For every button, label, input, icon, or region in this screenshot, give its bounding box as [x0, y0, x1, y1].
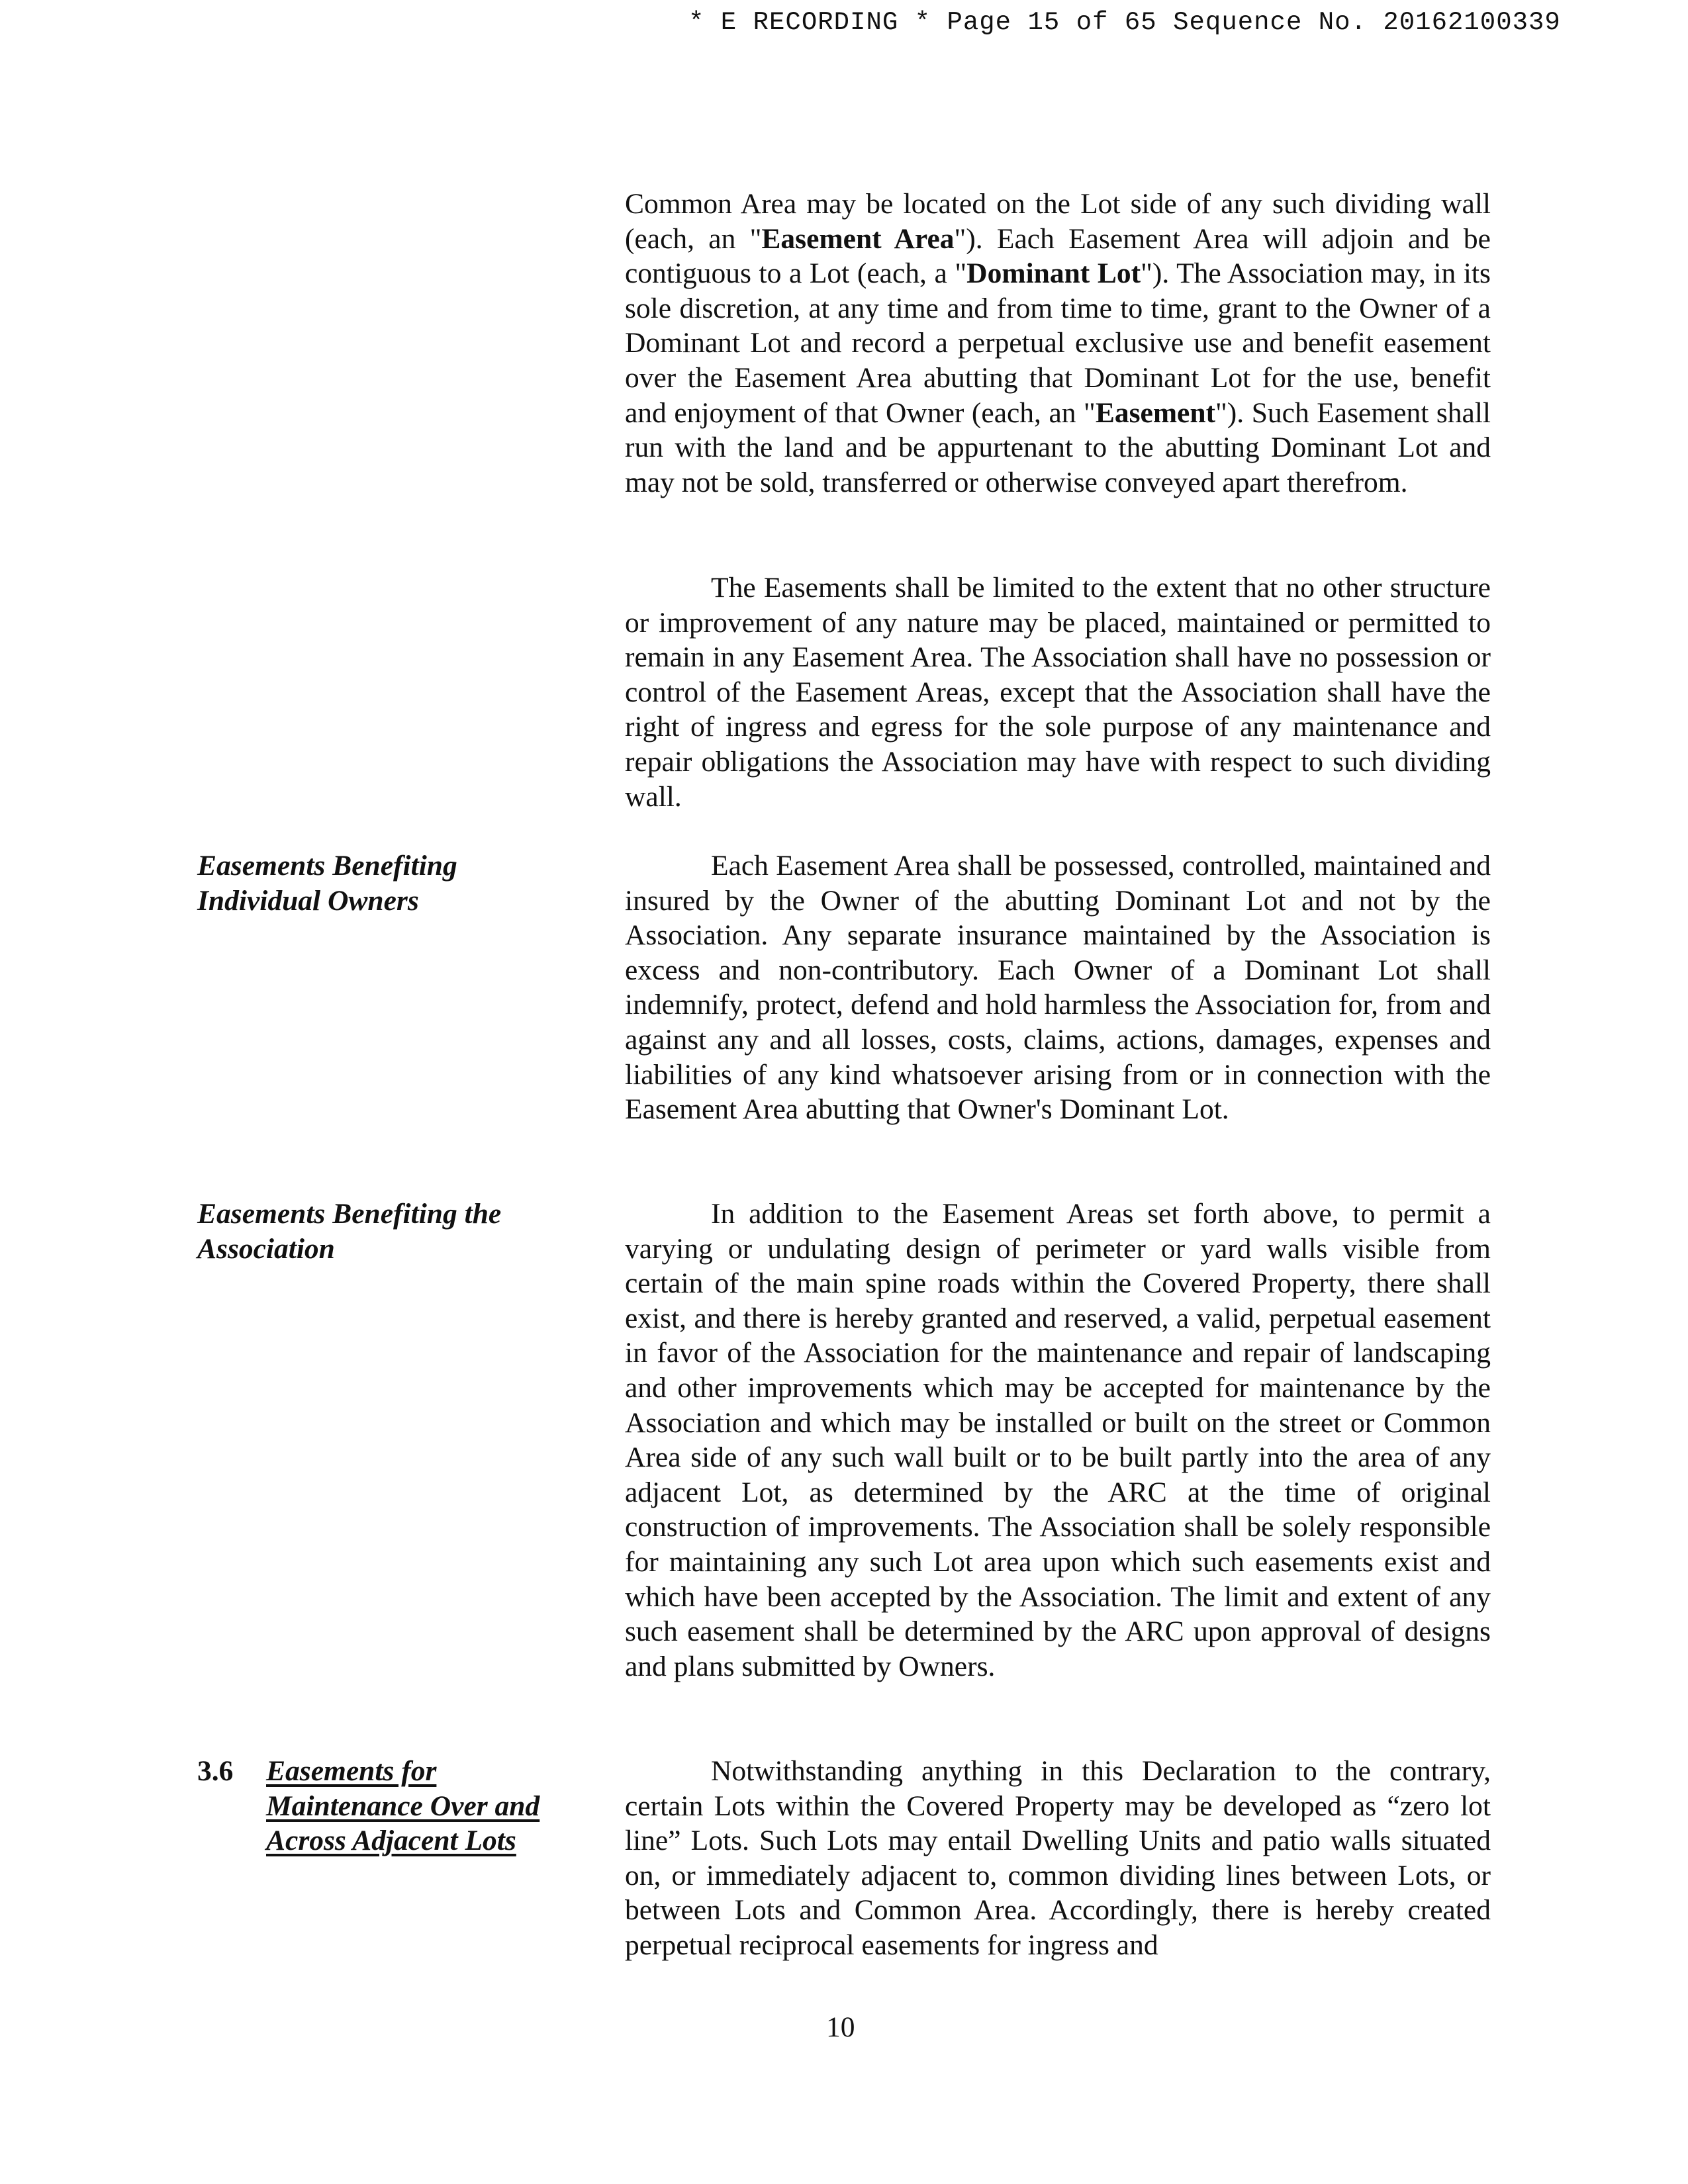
side-heading-1-line-1: Easements Benefiting [197, 850, 457, 882]
section-title-line-2: Maintenance Over and [266, 1790, 540, 1822]
paragraph-zero-lot-line: Notwithstanding anything in this Declaration to the contrary, certain Lots within the Covered Property may be developed as “zero lot line” Lots. Such Lots may entail Dwelling Units and patio walls situated on, or immediately adjacent to, common dividing lines between Lots, or between Lots and Common Area. Accordingly, there is hereby created perpetual reciprocal easements for ingress and [625, 1755, 1491, 1961]
side-heading-association [197, 1197, 568, 1266]
paragraph-easement-area-definition [625, 187, 1491, 500]
paragraph-1-text-b: "). Each Easement Area will adjoin and be contiguous to a Lot (each, a " [625, 222, 1491, 290]
section-number: 3.6 [197, 1755, 234, 1787]
section-title-line-3: Across Adjacent Lots [266, 1825, 516, 1857]
page-number: 10 [826, 2011, 855, 2043]
paragraph-1-text-d: "). Such Easement shall run with the land and be appurtenant to the abutting Dominant Lot and may not be sold, transferred or otherwise conveyed apart therefrom. [625, 396, 1491, 498]
paragraph-individual-owners: Each Easement Area shall be possessed, controlled, maintained and insured by the Owner of the abutting Dominant Lot and not by the Association. Any separate insurance maintained by the Association is excess and non-contributory. Each Owner of a Dominant Lot shall indemnify, protect, defend and hold harmless the Association for, from and against any and all losses, costs, claims, actions, damages, expenses and liabilities of any kind whatsoever arising from or in connection with the Easement Area abutting that Owner's Dominant Lot. [625, 850, 1491, 1126]
paragraph-1-text-a: Common Area may be located on the Lot side of any such dividing wall (each, an " [625, 188, 1491, 255]
side-heading-individual-owners [197, 848, 568, 918]
side-heading-2-line-2: Association [197, 1232, 335, 1265]
side-heading-1-line-2: Individual Owners [197, 884, 419, 917]
paragraph-easement-limitations: The Easements shall be limited to the extent that no other structure or improvement of any nature may be placed, maintained or permitted to remain in any Easement Area. The Association shall have no possession or control of the Easement Areas, except that the Association shall have the right of ingress and egress for the sole purpose of any maintenance and repair obligations the Association may have with respect to such dividing wall. [625, 572, 1491, 813]
term-easement: Easement [1095, 396, 1216, 429]
side-heading-2-line-1: Easements Benefiting the [197, 1198, 502, 1230]
paragraph-1-text-c: "). The Association may, in its sole discretion, at any time and from time to time, grant to the Owner of a Dominant Lot and record a perpetual exclusive use and benefit easement over the Easement Area abutting that Dominant Lot for the use, benefit and enjoyment of that Owner (each, an " [625, 257, 1491, 429]
section-title-line-1: Easements for [266, 1755, 437, 1787]
recording-header: * E RECORDING * Page 15 of 65 Sequence No. 20162100339 [688, 8, 1561, 37]
term-dominant-lot: Dominant Lot [966, 257, 1141, 290]
section-title [266, 1754, 597, 1858]
term-easement-area: Easement Area [761, 222, 955, 255]
paragraph-association-easements: In addition to the Easement Areas set forth above, to permit a varying or undulating design of perimeter or yard walls visible from certain of the main spine roads within the Covered Property, there shall exist, and there is hereby granted and reserved, a valid, perpetual easement in favor of the Association for the maintenance and repair of landscaping and other improvements which may be accepted for maintenance by the Association and which may be installed or built on the street or Common Area side of any such wall built or to be built partly into the area of any adjacent Lot, as determined by the ARC at the time of original construction of improvements. The Association shall be solely responsible for maintaining any such Lot area upon which such easements exist and which have been accepted by the Association. The limit and extent of any such easement shall be determined by the ARC upon approval of designs and plans submitted by Owners. [625, 1198, 1491, 1682]
